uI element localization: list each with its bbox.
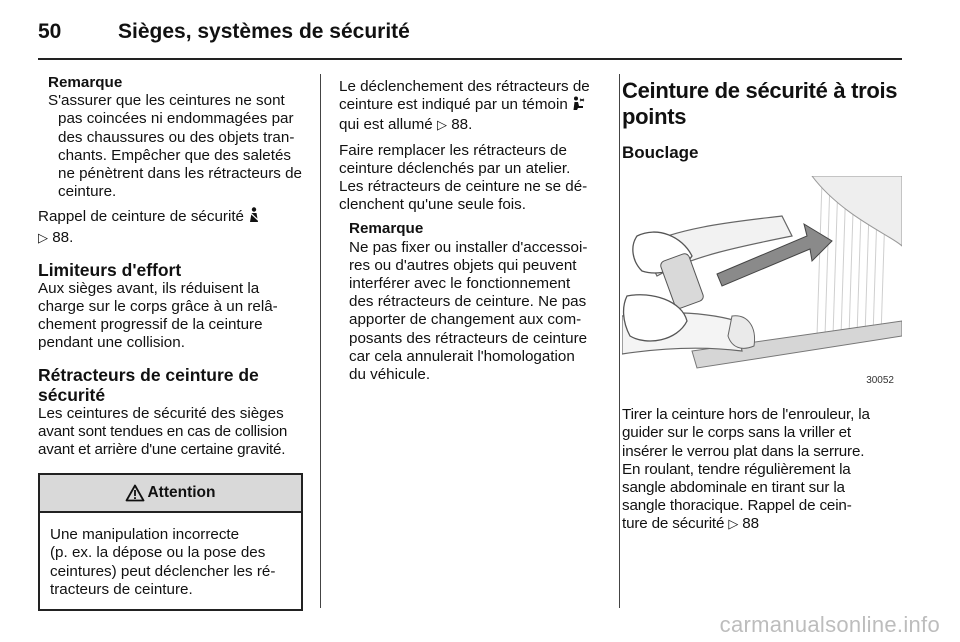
- seatbelt-reminder-paragraph: [38, 207, 304, 247]
- text-line: [622, 515, 907, 534]
- belt-tensioner-indicator-icon: [572, 96, 585, 116]
- seatbelt-reminder-icon: [248, 207, 260, 228]
- text-line: ceintures) peut déclencher les ré-: [50, 562, 276, 580]
- heading-line: points: [622, 104, 687, 129]
- text-line: clenchent qu'une seule fois.: [339, 196, 526, 214]
- remark-title: Remarque: [48, 74, 123, 91]
- page-ref[interactable]: 88.: [451, 116, 473, 134]
- text-line: Le déclenchement des rétracteurs de: [339, 78, 590, 95]
- text-line: sangle thoracique. Rappel de cein-: [622, 497, 852, 515]
- three-point-belt-heading: [622, 78, 907, 130]
- remark-line: pas coincées ni endommagées par: [58, 110, 294, 128]
- text-line: ceinture déclenchés par un atelier.: [339, 159, 571, 177]
- buckling-illustration: [622, 176, 902, 394]
- seatbelt-buckling-drawing: [622, 176, 902, 394]
- text-line: tracteurs de ceinture.: [50, 580, 193, 598]
- remark-line: interférer avec le fonctionnement: [349, 275, 571, 293]
- reference-arrow-icon: ▷: [728, 517, 739, 533]
- replace-paragraph: [339, 142, 605, 215]
- attention-body: [40, 513, 301, 609]
- tensioner-indicator-paragraph: [339, 78, 605, 136]
- figure-number: 30052: [866, 375, 894, 386]
- remark-line: ne pénètrent dans les rétracteurs de: [58, 165, 302, 183]
- attention-title: Attention: [147, 484, 216, 502]
- text-line: (p. ex. la dépose ou la pose des: [50, 544, 266, 562]
- watermark: carmanualsonline.info: [719, 612, 940, 637]
- reminder-text: Rappel de ceinture de sécurité: [38, 208, 245, 226]
- retractors-heading: [38, 365, 304, 405]
- text-line: avant et arrière d'une certaine gravité.: [38, 441, 286, 459]
- remark-line: des rétracteurs de ceinture. Ne pas: [349, 293, 587, 311]
- remark-line: chants. Empêcher que des saletés: [58, 146, 292, 164]
- heading-line: Rétracteurs de ceinture de: [38, 364, 259, 385]
- heading-line: sécurité: [38, 384, 106, 405]
- remark-line: posants des rétracteurs de ceinture: [349, 329, 588, 347]
- text-line: avant sont tendues en cas de collision: [38, 422, 288, 440]
- remark-line: car cela annulerait l'homologation: [349, 347, 575, 365]
- remark-box: [38, 74, 304, 201]
- text-span: qui est allumé: [339, 116, 433, 134]
- remark-line: S'assurer que les ceintures ne sont: [48, 92, 285, 110]
- column-3: [622, 78, 907, 535]
- text-line: chement progressif de la ceinture: [38, 316, 263, 334]
- text-line: Une manipulation incorrecte: [50, 526, 240, 544]
- buckling-subheading: Bouclage: [622, 143, 699, 162]
- buckling-text: [622, 406, 907, 534]
- reference-arrow-icon: ▷: [436, 118, 447, 134]
- text-line: Les rétracteurs de ceinture ne se dé-: [339, 178, 588, 196]
- text-line: sangle abdominale en tirant sur la: [622, 479, 845, 497]
- text-line: insérer le verrou plat dans la serrure.: [622, 442, 865, 460]
- remark-line: Ne pas fixer ou installer d'accessoi-: [349, 238, 588, 256]
- remark-line: ceinture.: [58, 183, 117, 201]
- retractors-text: [38, 405, 304, 460]
- remark-line: res ou d'autres objets qui peuvent: [349, 256, 577, 274]
- text-line: charge sur le corps grâce à un relâ-: [38, 298, 278, 316]
- remark-line: des chaussures ou des objets tran-: [58, 128, 295, 146]
- limiters-heading: Limiteurs d'effort: [38, 259, 182, 280]
- column-divider-1: [320, 74, 321, 608]
- text-line: Les ceintures de sécurité des sièges: [38, 404, 284, 422]
- text-span: ceinture est indiqué par un témoin: [339, 96, 568, 114]
- remark-line: du véhicule.: [349, 366, 431, 384]
- text-line: guider sur le corps sans la vriller et: [622, 424, 851, 442]
- remark-line: apporter de changement aux com-: [349, 311, 582, 329]
- column-2: [339, 78, 605, 384]
- heading-line: Ceinture de sécurité à trois: [622, 78, 898, 103]
- text-line: [339, 96, 605, 116]
- warning-triangle-icon: [125, 484, 145, 502]
- text-line: [339, 116, 605, 135]
- column-1: [38, 74, 304, 611]
- page-number: 50: [38, 20, 62, 43]
- text-line: pendant une collision.: [38, 334, 185, 352]
- remark-box: [339, 220, 605, 384]
- remark-title: Remarque: [349, 220, 424, 238]
- text-span: ture de sécurité: [622, 515, 725, 533]
- text-line: Faire remplacer les rétracteurs de: [339, 141, 567, 159]
- attention-header: [40, 475, 301, 513]
- page-title: Sièges, systèmes de sécurité: [118, 20, 410, 43]
- reminder-page-ref[interactable]: 88.: [52, 228, 74, 246]
- text-line: En roulant, tendre régulièrement la: [622, 460, 851, 478]
- text-line: Aux sièges avant, ils réduisent la: [38, 279, 260, 297]
- page-ref[interactable]: 88: [742, 515, 759, 533]
- header-divider: [38, 58, 902, 60]
- attention-box: [38, 473, 303, 611]
- reference-arrow-icon: ▷: [38, 230, 48, 246]
- column-divider-2: [619, 74, 620, 608]
- text-line: Tirer la ceinture hors de l'enrouleur, la: [622, 406, 870, 424]
- limiters-text: [38, 280, 304, 353]
